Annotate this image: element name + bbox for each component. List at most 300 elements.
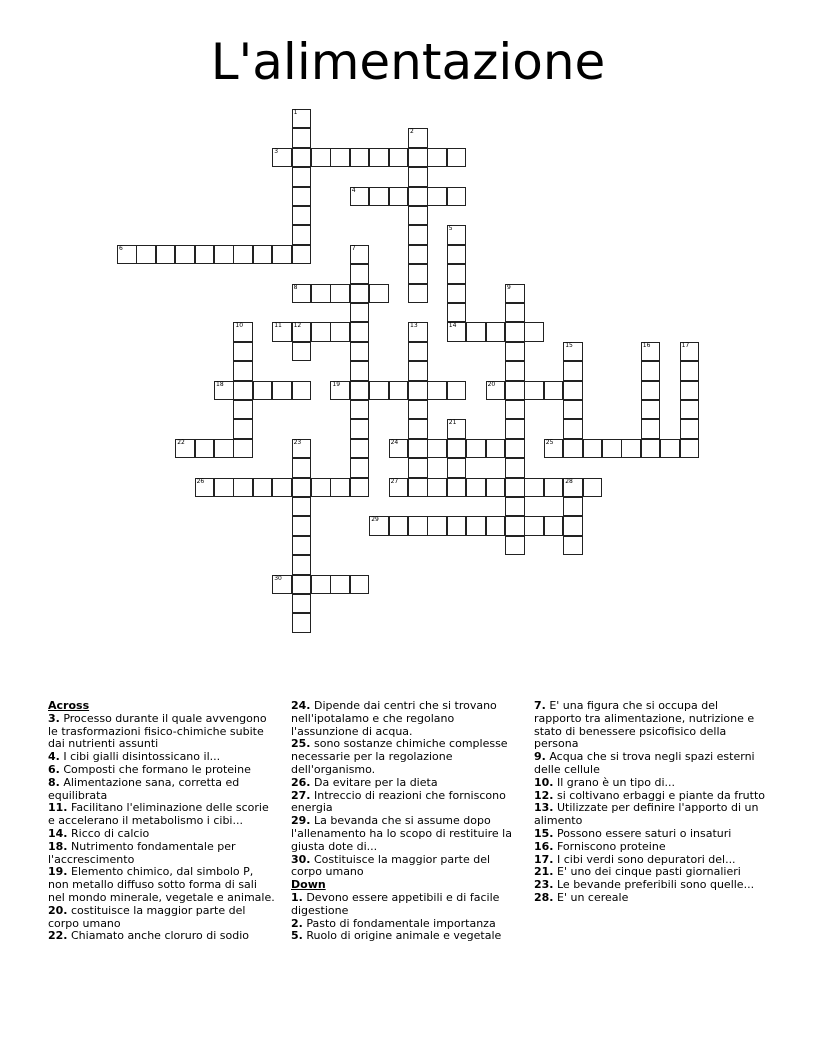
grid-cell[interactable] (292, 536, 312, 555)
grid-cell[interactable] (214, 245, 234, 264)
clue-text: si coltivano erbaggi e piante da frutto (553, 788, 765, 802)
clue-number: 18. (48, 839, 68, 853)
grid-cell[interactable] (680, 419, 700, 438)
grid-cell[interactable] (350, 187, 370, 206)
grid-cell[interactable] (233, 361, 253, 380)
grid-cell[interactable] (680, 381, 700, 400)
grid-cell[interactable] (292, 187, 312, 206)
grid-cell[interactable] (641, 439, 661, 458)
grid-cell[interactable] (447, 458, 467, 477)
grid-cell[interactable] (408, 264, 428, 283)
clue-number: 13 (410, 322, 418, 330)
grid-cell[interactable] (292, 497, 312, 516)
clue-number: 12 (293, 322, 302, 330)
grid-cell[interactable] (447, 303, 467, 322)
grid-cell[interactable] (350, 361, 370, 380)
grid-cell[interactable] (505, 536, 525, 555)
grid-cell[interactable] (311, 148, 331, 167)
grid-cell[interactable] (641, 361, 661, 380)
clue-item (534, 751, 766, 777)
clue-item (291, 815, 523, 853)
grid-cell[interactable] (292, 458, 312, 477)
clue-item (534, 700, 766, 751)
clue-text: Dipende dai centri che si trovano nell'ipotalamo e che regolano l'assunzione di acqua. (291, 699, 497, 738)
grid-cell[interactable] (563, 516, 583, 535)
grid-cell[interactable] (408, 381, 428, 400)
grid-cell[interactable] (447, 516, 467, 535)
clue-number: 8 (293, 283, 298, 291)
clues-column-1 (48, 700, 276, 943)
grid-cell[interactable] (486, 322, 506, 341)
grid-cell[interactable] (330, 148, 350, 167)
grid-cell[interactable] (369, 381, 389, 400)
grid-cell[interactable] (408, 187, 428, 206)
grid-cell[interactable] (466, 439, 486, 458)
clue-item (48, 905, 276, 931)
clue-number: 22 (177, 438, 185, 446)
grid-cell[interactable] (350, 303, 370, 322)
grid-cell[interactable] (350, 342, 370, 361)
clue-number: 24. (291, 699, 311, 712)
grid-cell[interactable] (505, 361, 525, 380)
grid-cell[interactable] (408, 322, 428, 341)
clue-number: 18 (216, 380, 224, 388)
grid-cell[interactable] (563, 497, 583, 516)
grid-cell[interactable] (583, 439, 603, 458)
grid-cell[interactable] (214, 439, 234, 458)
clue-number: 10. (534, 775, 554, 789)
clue-item (48, 930, 276, 943)
clue-item (48, 777, 276, 803)
grid-cell[interactable] (350, 575, 370, 594)
grid-cell[interactable] (369, 516, 389, 535)
grid-cell[interactable] (350, 478, 370, 497)
grid-cell[interactable] (311, 284, 331, 303)
clue-text: Possono essere saturi o insaturi (553, 826, 732, 840)
clue-number: 5 (448, 225, 453, 233)
grid-cell[interactable] (447, 245, 467, 264)
clues-column-2 (291, 700, 523, 943)
clue-number: 1. (291, 890, 303, 904)
grid-cell[interactable] (408, 361, 428, 380)
grid-cell[interactable] (524, 381, 544, 400)
grid-cell[interactable] (524, 516, 544, 535)
grid-cell[interactable] (292, 167, 312, 186)
clue-number: 7. (534, 699, 546, 712)
clue-text: Ricco di calcio (67, 826, 150, 840)
grid-cell[interactable] (466, 516, 486, 535)
grid-cell[interactable] (447, 284, 467, 303)
clue-number: 19 (332, 380, 341, 388)
grid-cell[interactable] (408, 342, 428, 361)
grid-cell[interactable] (408, 245, 428, 264)
grid-cell[interactable] (447, 322, 467, 341)
clue-text: Forniscono proteine (553, 839, 666, 853)
grid-cell[interactable] (408, 206, 428, 225)
grid-cell[interactable] (544, 381, 564, 400)
grid-cell[interactable] (505, 400, 525, 419)
grid-cell[interactable] (621, 439, 641, 458)
grid-cell[interactable] (156, 245, 176, 264)
clue-number: 20. (48, 903, 68, 917)
grid-cell[interactable] (292, 225, 312, 244)
clue-number: 3 (274, 147, 279, 155)
clue-text: costituisce la maggior parte del corpo umano (48, 903, 246, 930)
grid-cell[interactable] (214, 478, 234, 497)
grid-cell[interactable] (195, 245, 215, 264)
grid-cell[interactable] (389, 187, 409, 206)
clue-item (291, 738, 523, 776)
clue-number: 4 (351, 186, 356, 194)
clue-text: Elemento chimico, dal simbolo P, non metallo diffuso sotto forma di sali nel mondo minerale, vegetale e animale. (48, 865, 275, 904)
clue-text: Nutrimento fondamentale per l'accrescimento (48, 839, 236, 866)
clue-item (291, 700, 523, 738)
grid-cell[interactable] (175, 439, 195, 458)
grid-cell[interactable] (369, 284, 389, 303)
clue-text: Alimentazione sana, corretta ed equilibrata (48, 775, 240, 802)
clue-number: 20 (487, 380, 496, 388)
clue-number: 8. (48, 775, 60, 789)
clue-number: 9 (507, 283, 511, 291)
clue-text: Acqua che si trova negli spazi esterni delle cellule (534, 750, 755, 776)
grid-cell[interactable] (350, 284, 370, 303)
clue-number: 7 (351, 244, 356, 252)
grid-cell[interactable] (350, 322, 370, 341)
clue-text: La bevanda che si assume dopo l'allenamento ha lo scopo di restituire la giusta dote di... (291, 814, 512, 853)
clue-text: E' una figura che si occupa del rapporto tra alimentazione, nutrizione e stato di benessere psicofisico della persona (534, 699, 755, 751)
grid-cell[interactable] (292, 245, 312, 264)
grid-cell[interactable] (505, 439, 525, 458)
grid-cell[interactable] (292, 109, 312, 128)
grid-cell[interactable] (408, 225, 428, 244)
clue-number: 2. (291, 916, 303, 930)
grid-cell[interactable] (233, 400, 253, 419)
grid-cell[interactable] (505, 342, 525, 361)
grid-cell[interactable] (233, 439, 253, 458)
grid-cell[interactable] (427, 478, 447, 497)
grid-cell[interactable] (447, 478, 467, 497)
grid-cell[interactable] (563, 439, 583, 458)
clue-number: 11 (274, 322, 282, 330)
grid-cell[interactable] (602, 439, 622, 458)
grid-cell[interactable] (505, 419, 525, 438)
grid-cell[interactable] (350, 458, 370, 477)
clue-number: 13. (534, 801, 554, 815)
clue-number: 5. (291, 929, 303, 943)
clue-number: 26 (196, 477, 205, 485)
clue-item (48, 841, 276, 867)
grid-cell[interactable] (292, 575, 312, 594)
grid-cell[interactable] (233, 322, 253, 341)
grid-cell[interactable] (350, 148, 370, 167)
clue-number: 6 (119, 244, 123, 252)
clue-number: 30 (274, 574, 282, 582)
grid-cell[interactable] (680, 439, 700, 458)
grid-cell[interactable] (311, 322, 331, 341)
clue-number: 29. (291, 814, 311, 828)
grid-cell[interactable] (350, 439, 370, 458)
clue-item (291, 930, 523, 943)
clue-number: 15 (565, 341, 573, 349)
grid-cell[interactable] (563, 536, 583, 555)
grid-cell[interactable] (408, 478, 428, 497)
clue-text: E' uno dei cinque pasti giornalieri (553, 865, 741, 879)
clue-item (534, 892, 766, 905)
grid-cell[interactable] (330, 381, 350, 400)
grid-cell[interactable] (369, 187, 389, 206)
grid-cell[interactable] (544, 516, 564, 535)
grid-cell[interactable] (427, 439, 447, 458)
clue-number: 15. (534, 826, 554, 840)
clue-text: Pasto di fondamentale importanza (302, 916, 496, 930)
clue-number: 4. (48, 750, 60, 764)
grid-cell[interactable] (466, 322, 486, 341)
clue-number: 1 (293, 109, 298, 116)
clue-item (48, 802, 276, 828)
grid-cell[interactable] (330, 575, 350, 594)
clue-text: Da evitare per la dieta (310, 775, 438, 789)
clue-text: I cibi verdi sono depuratori del... (553, 852, 736, 866)
grid-cell[interactable] (447, 439, 467, 458)
grid-cell[interactable] (330, 322, 350, 341)
clue-number: 28. (534, 890, 554, 904)
clue-number: 12. (534, 788, 554, 802)
clue-text: Facilitano l'eliminazione delle scorie e accelerano il metabolismo i cibi... (48, 801, 269, 828)
grid-cell[interactable] (641, 419, 661, 438)
grid-cell[interactable] (272, 148, 292, 167)
clue-number: 19. (48, 865, 68, 879)
grid-cell[interactable] (641, 342, 661, 361)
clue-number: 2 (410, 128, 414, 136)
clue-text: E' un cereale (553, 890, 629, 904)
grid-cell[interactable] (292, 128, 312, 147)
clue-number: 6. (48, 762, 60, 776)
grid-cell[interactable] (330, 284, 350, 303)
across-heading: Across (48, 699, 90, 712)
grid-cell[interactable] (505, 516, 525, 535)
grid-cell[interactable] (563, 419, 583, 438)
grid-cell[interactable] (389, 478, 409, 497)
grid-cell[interactable] (292, 342, 312, 361)
grid-cell[interactable] (408, 516, 428, 535)
clue-item (534, 802, 766, 828)
grid-cell[interactable] (505, 381, 525, 400)
grid-cell[interactable] (427, 187, 447, 206)
clue-number: 11. (48, 801, 68, 815)
grid-cell[interactable] (292, 594, 312, 613)
grid-cell[interactable] (350, 400, 370, 419)
grid-cell[interactable] (505, 497, 525, 516)
grid-cell[interactable] (117, 245, 137, 264)
grid-cell[interactable] (292, 284, 312, 303)
grid-cell[interactable] (505, 284, 525, 303)
clue-text: sono sostanze chimiche complesse necessarie per la regolazione dell'organismo. (291, 737, 508, 776)
clue-text: Intreccio di reazioni che forniscono energia (291, 788, 506, 815)
grid-cell[interactable] (292, 478, 312, 497)
grid-cell[interactable] (563, 478, 583, 497)
clue-item (291, 790, 523, 816)
grid-cell[interactable] (272, 245, 292, 264)
grid-cell[interactable] (680, 342, 700, 361)
grid-cell[interactable] (233, 381, 253, 400)
grid-cell[interactable] (486, 478, 506, 497)
grid-cell[interactable] (427, 516, 447, 535)
clue-item (48, 866, 276, 904)
grid-cell[interactable] (427, 381, 447, 400)
clue-number: 27 (390, 477, 399, 485)
grid-cell[interactable] (486, 381, 506, 400)
grid-cell[interactable] (233, 245, 253, 264)
grid-cell[interactable] (408, 167, 428, 186)
grid-cell[interactable] (350, 381, 370, 400)
clue-number: 22. (48, 929, 68, 943)
grid-cell[interactable] (486, 439, 506, 458)
clue-text: Chiamato anche cloruro di sodio (67, 929, 250, 943)
grid-cell[interactable] (544, 439, 564, 458)
clue-text: Ruolo di origine animale e vegetale (302, 929, 502, 943)
grid-cell[interactable] (408, 284, 428, 303)
grid-cell[interactable] (544, 478, 564, 497)
grid-cell[interactable] (466, 478, 486, 497)
grid-cell[interactable] (175, 245, 195, 264)
grid-cell[interactable] (330, 478, 350, 497)
grid-cell[interactable] (389, 439, 409, 458)
grid-cell[interactable] (447, 148, 467, 167)
grid-cell[interactable] (350, 245, 370, 264)
grid-cell[interactable] (292, 206, 312, 225)
clue-number: 21 (448, 419, 457, 427)
clue-number: 16. (534, 839, 554, 853)
grid-cell[interactable] (505, 322, 525, 341)
grid-cell[interactable] (447, 264, 467, 283)
grid-cell[interactable] (505, 303, 525, 322)
grid-cell[interactable] (253, 478, 273, 497)
grid-cell[interactable] (524, 322, 544, 341)
grid-cell[interactable] (408, 439, 428, 458)
grid-cell[interactable] (447, 419, 467, 438)
clue-number: 17 (681, 341, 690, 349)
grid-cell[interactable] (311, 575, 331, 594)
grid-cell[interactable] (447, 381, 467, 400)
clue-number: 28 (565, 477, 573, 485)
grid-cell[interactable] (524, 478, 544, 497)
grid-cell[interactable] (641, 381, 661, 400)
clue-number: 30. (291, 852, 311, 866)
grid-cell[interactable] (272, 478, 292, 497)
grid-cell[interactable] (563, 342, 583, 361)
grid-cell[interactable] (272, 381, 292, 400)
grid-cell[interactable] (641, 400, 661, 419)
clue-text: Le bevande preferibili sono quelle... (553, 878, 755, 892)
grid-cell[interactable] (447, 187, 467, 206)
clue-number: 14. (48, 826, 68, 840)
clue-number: 17. (534, 852, 554, 866)
clue-number: 27. (291, 788, 311, 802)
grid-cell[interactable] (505, 458, 525, 477)
grid-cell[interactable] (350, 264, 370, 283)
grid-cell[interactable] (660, 439, 680, 458)
grid-cell[interactable] (195, 478, 215, 497)
grid-cell[interactable] (408, 419, 428, 438)
grid-cell[interactable] (311, 478, 331, 497)
clue-item (291, 892, 523, 918)
grid-cell[interactable] (408, 458, 428, 477)
grid-cell[interactable] (408, 400, 428, 419)
clue-text: Devono essere appetibili e di facile digestione (291, 890, 500, 917)
grid-cell[interactable] (272, 575, 292, 594)
clue-number: 3. (48, 711, 60, 725)
clue-number: 25. (291, 737, 311, 751)
grid-cell[interactable] (563, 381, 583, 400)
grid-cell[interactable] (292, 148, 312, 167)
clues-column-3 (534, 700, 766, 905)
grid-cell[interactable] (292, 322, 312, 341)
grid-cell[interactable] (680, 361, 700, 380)
clue-item (48, 713, 276, 751)
grid-cell[interactable] (292, 516, 312, 535)
clue-number: 24 (390, 438, 399, 446)
clue-text: Processo durante il quale avvengono le trasformazioni fisico-chimiche subite dai nutrienti assunti (48, 711, 267, 751)
grid-cell[interactable] (427, 148, 447, 167)
clue-number: 25 (545, 438, 554, 446)
grid-cell[interactable] (233, 478, 253, 497)
grid-cell[interactable] (583, 478, 603, 497)
grid-cell[interactable] (292, 555, 312, 574)
grid-cell[interactable] (292, 381, 312, 400)
clue-number: 21. (534, 865, 554, 879)
down-heading: Down (291, 878, 326, 892)
grid-cell[interactable] (680, 400, 700, 419)
clue-number: 16 (642, 341, 651, 349)
grid-cell[interactable] (563, 361, 583, 380)
grid-cell[interactable] (136, 245, 156, 264)
grid-cell[interactable] (369, 148, 389, 167)
grid-cell[interactable] (447, 225, 467, 244)
grid-cell[interactable] (292, 439, 312, 458)
clue-text: Il grano è un tipo di... (553, 775, 676, 789)
grid-cell[interactable] (214, 381, 234, 400)
grid-cell[interactable] (272, 322, 292, 341)
clue-text: I cibi gialli disintossicano il... (59, 750, 221, 764)
grid-cell[interactable] (505, 478, 525, 497)
grid-cell[interactable] (233, 419, 253, 438)
clue-text: Utilizzate per definire l'apporto di un alimento (534, 801, 759, 828)
grid-cell[interactable] (408, 148, 428, 167)
grid-cell[interactable] (253, 245, 273, 264)
puzzle-title: L'alimentazione (210, 33, 606, 91)
clue-item (291, 854, 523, 880)
clue-number: 26. (291, 775, 311, 789)
grid-cell[interactable] (292, 613, 312, 632)
clue-number: 23 (293, 438, 302, 446)
grid-cell[interactable] (563, 400, 583, 419)
grid-cell[interactable] (486, 516, 506, 535)
grid-cell[interactable] (389, 381, 409, 400)
grid-cell[interactable] (408, 128, 428, 147)
grid-cell[interactable] (253, 381, 273, 400)
clue-number: 10 (235, 322, 244, 330)
clue-number: 9. (534, 750, 546, 764)
grid-cell[interactable] (389, 516, 409, 535)
clue-number: 29 (371, 516, 379, 524)
grid-cell[interactable] (195, 439, 215, 458)
grid-cell[interactable] (350, 419, 370, 438)
clue-text: Composti che formano le proteine (59, 762, 251, 776)
clue-number: 14 (448, 322, 457, 330)
grid-cell[interactable] (389, 148, 409, 167)
grid-cell[interactable] (233, 342, 253, 361)
clue-number: 23. (534, 878, 554, 892)
